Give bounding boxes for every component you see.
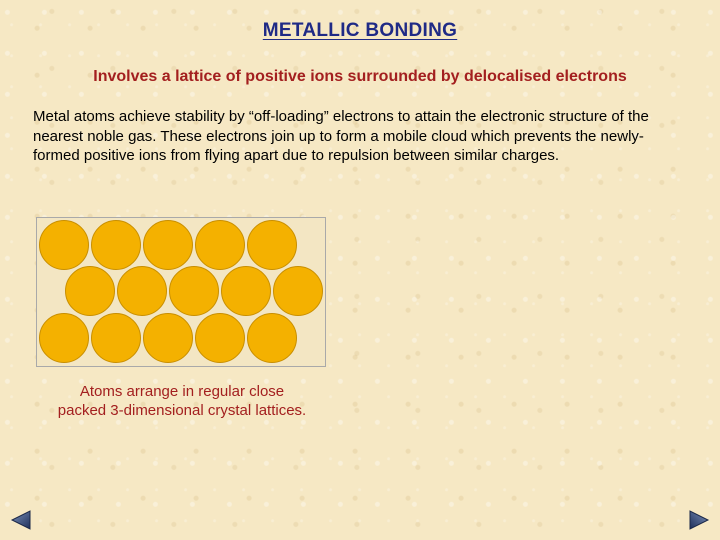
atom-ion bbox=[40, 314, 89, 363]
atom-ion bbox=[144, 314, 193, 363]
previous-slide-button[interactable] bbox=[10, 509, 32, 531]
next-slide-button[interactable] bbox=[688, 509, 710, 531]
atom-ion bbox=[196, 314, 245, 363]
atom-ion bbox=[40, 221, 89, 270]
atom-ion bbox=[196, 221, 245, 270]
atom-ion bbox=[274, 267, 323, 316]
atom-ion bbox=[66, 267, 115, 316]
atom-ion bbox=[144, 221, 193, 270]
atom-ion bbox=[222, 267, 271, 316]
atom-ion bbox=[248, 221, 297, 270]
slide-subtitle: Involves a lattice of positive ions surrounded by delocalised electrons bbox=[93, 68, 627, 85]
caption-line-2: packed 3-dimensional crystal lattices. bbox=[57, 402, 307, 419]
triangle-right-icon bbox=[688, 509, 710, 531]
lattice-diagram bbox=[36, 217, 326, 367]
slide-title: METALLIC BONDING bbox=[262, 20, 458, 41]
triangle-left-icon bbox=[10, 509, 32, 531]
diagram-caption bbox=[34, 382, 330, 420]
atom-ion bbox=[170, 267, 219, 316]
body-paragraph: Metal atoms achieve stability by “off-loading” electrons to attain the electronic structure of the nearest noble gas. These electrons join up to form a mobile cloud which prevents the newly-formed positive ions from flying apart due to repulsion between similar charges. bbox=[33, 108, 649, 164]
atom-ion bbox=[92, 221, 141, 270]
atom-ion bbox=[92, 314, 141, 363]
caption-line-1: Atoms arrange in regular close bbox=[79, 383, 285, 400]
lattice-svg bbox=[37, 218, 325, 366]
atom-ion bbox=[118, 267, 167, 316]
atom-ion bbox=[248, 314, 297, 363]
